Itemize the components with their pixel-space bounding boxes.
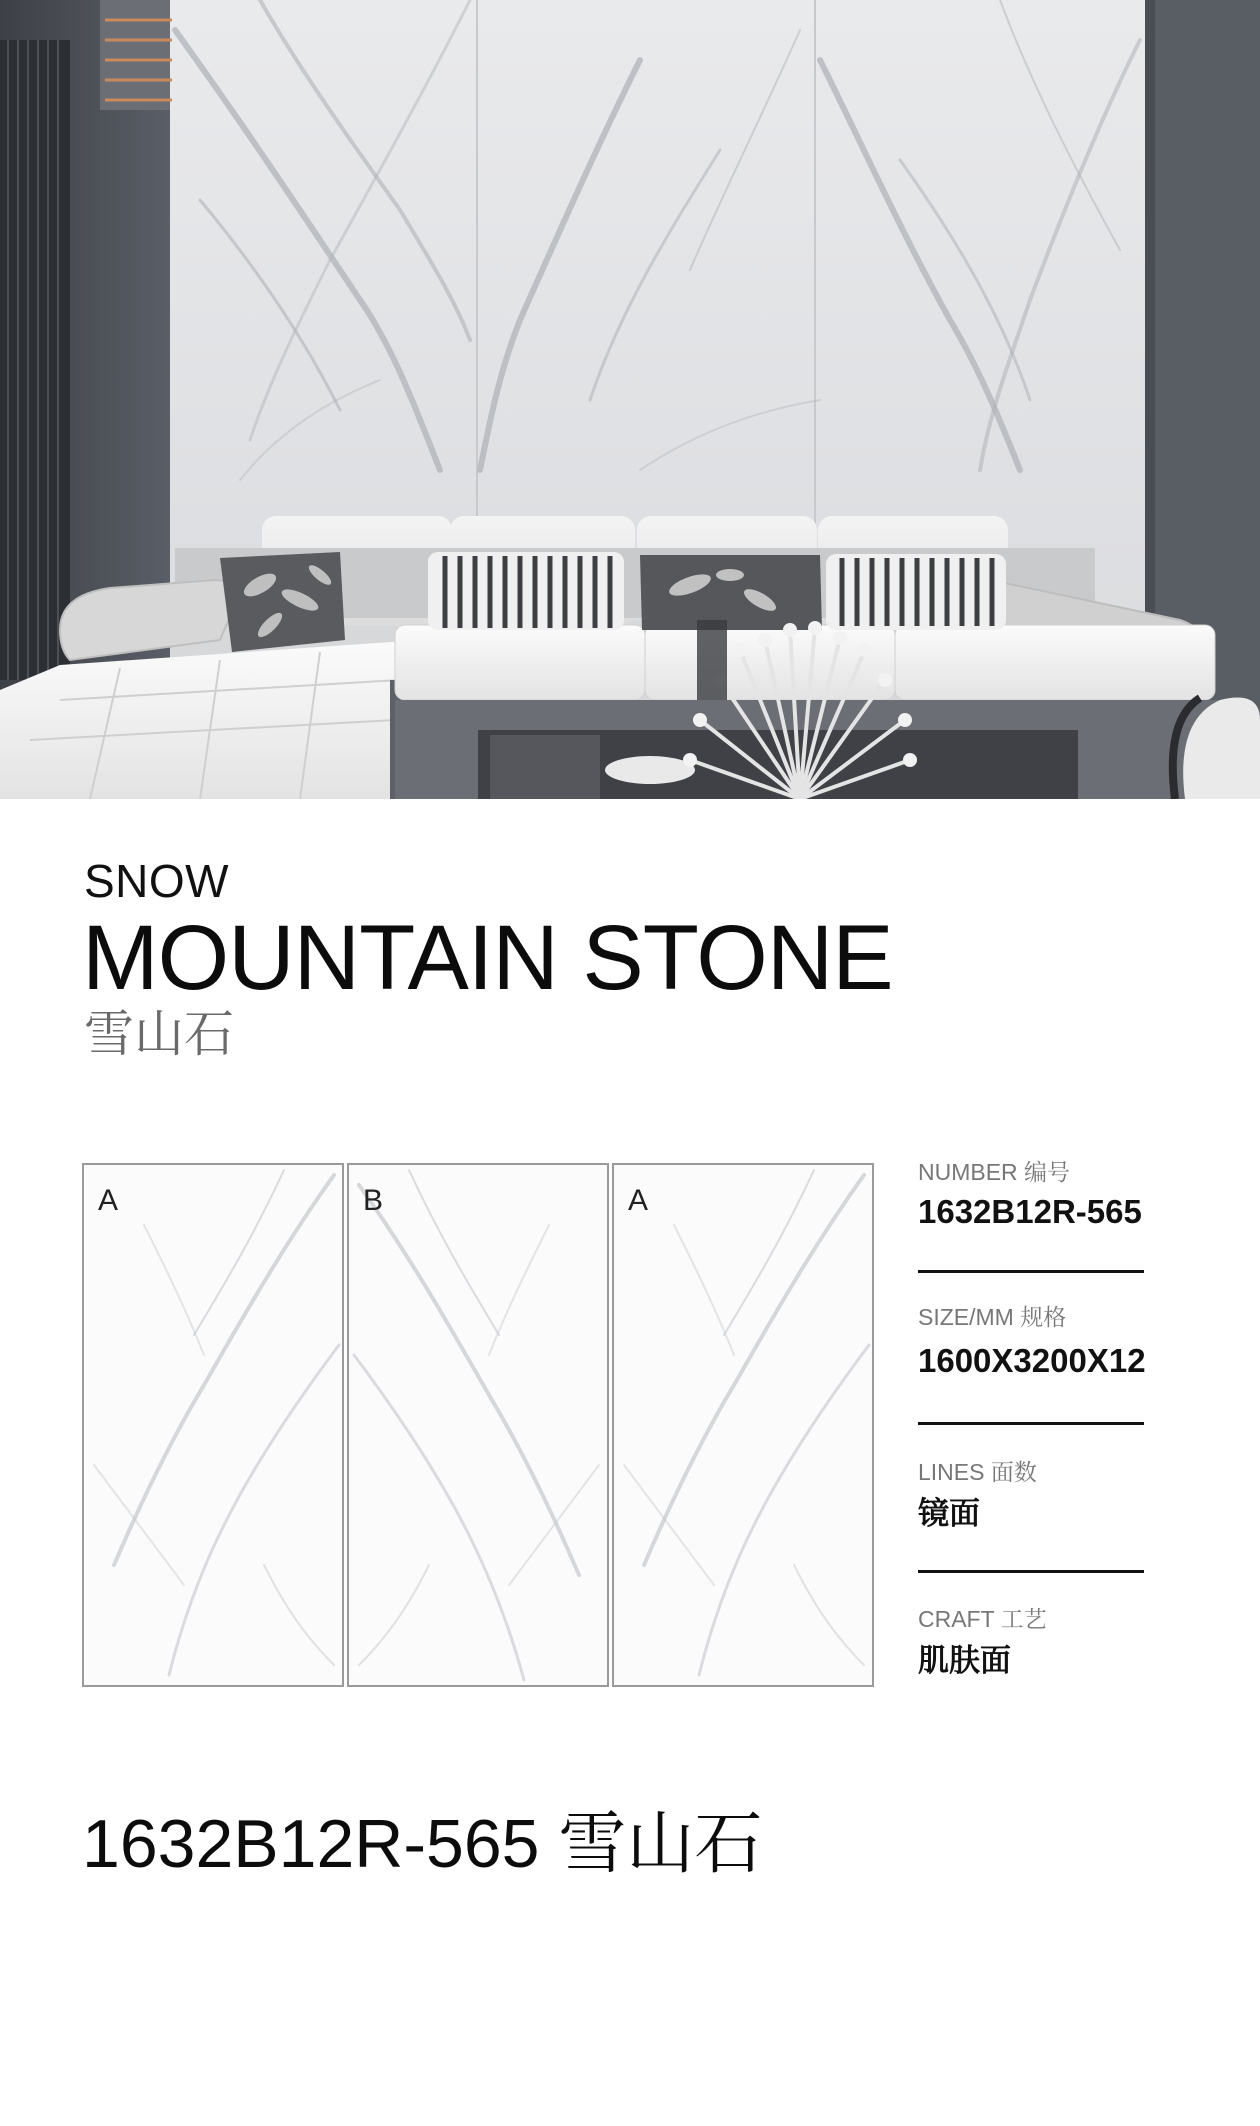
spec-divider <box>918 1570 1144 1573</box>
marble-pattern <box>614 1165 872 1685</box>
spec-size-value: 1600X3200X12 <box>918 1342 1146 1379</box>
slab-panel-b <box>347 1163 609 1687</box>
caption-code: 1632B12R-565 <box>82 1806 540 1882</box>
marble-pattern <box>349 1165 607 1685</box>
spec-craft-label: CRAFT 工艺 <box>918 1606 1047 1632</box>
spec-number-value: 1632B12R-565 <box>918 1193 1142 1230</box>
title-line-1: SNOW <box>84 855 230 907</box>
slab-panel-a-left <box>82 1163 344 1687</box>
slab-label: A <box>628 1184 649 1217</box>
spec-divider <box>918 1422 1144 1425</box>
slab-label: B <box>363 1184 384 1217</box>
spec-lines <box>918 1458 1208 1534</box>
spec-number <box>918 1158 1208 1232</box>
title-chinese: 雪山石 <box>84 1005 234 1063</box>
spec-lines-value: 镜面 <box>918 1496 980 1532</box>
hero-room-image <box>0 0 1260 799</box>
room-illustration <box>0 0 1260 799</box>
spec-craft-value: 肌肤面 <box>918 1643 1011 1679</box>
spec-size <box>918 1303 1208 1381</box>
spec-size-label: SIZE/MM 规格 <box>918 1304 1067 1330</box>
spec-divider <box>918 1270 1144 1273</box>
bottom-caption <box>82 1806 762 1883</box>
slab-label: A <box>98 1184 119 1217</box>
caption-name-cn: 雪山石 <box>558 1805 763 1884</box>
marble-pattern <box>84 1165 342 1685</box>
spec-number-label: NUMBER 编号 <box>918 1159 1071 1185</box>
title-line-2: MOUNTAIN STONE <box>82 907 893 1009</box>
spec-craft <box>918 1605 1208 1681</box>
slab-panel-a-right <box>612 1163 874 1687</box>
spec-lines-label: LINES 面数 <box>918 1459 1037 1485</box>
